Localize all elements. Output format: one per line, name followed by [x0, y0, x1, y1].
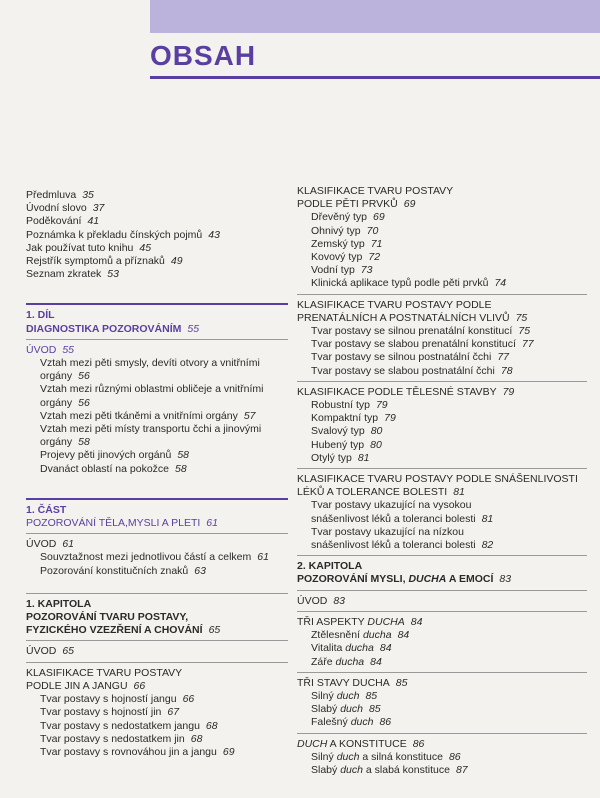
toc-entry[interactable]: Slabý duch a slabá konstituce 87 — [311, 763, 468, 776]
section-heading[interactable]: DUCH A KONSTITUCE 86 — [297, 737, 425, 750]
toc-entry[interactable]: Dvanáct oblastí na pokožce 58 — [40, 462, 187, 475]
toc-entry[interactable]: Tvar postavy s nedostatkem jangu 68 — [40, 719, 218, 732]
toc-entry[interactable]: Tvar postavy s hojností jin 67 — [40, 706, 180, 719]
sec-tri-aspekty — [297, 616, 587, 669]
section-divider — [26, 533, 288, 534]
toc-entry[interactable]: Vztah mezi různými oblastmi obličeje a vnitřními orgány 56 — [40, 383, 264, 409]
sec-duch-konstituce — [297, 738, 587, 778]
toc-right-column — [297, 185, 587, 777]
section-rule — [26, 498, 288, 500]
section-heading[interactable]: TŘI STAVY DUCHA 85 — [297, 676, 408, 689]
toc-entry[interactable]: Dřevěný typ 69 — [311, 211, 385, 224]
toc-entry[interactable]: Tvar postavy s rovnováhou jin a jangu 69 — [40, 745, 235, 758]
section-divider — [297, 590, 587, 591]
chapter-title[interactable]: POZOROVÁNÍ TVARU POSTAVY, FYZICKÉHO VZEZŘENÍ A CHOVÁNÍ 65 — [26, 611, 221, 637]
section-divider — [26, 640, 288, 641]
section-divider — [297, 672, 587, 673]
toc-entry[interactable]: Poznámka k překladu čínských pojmů 43 — [26, 228, 220, 241]
toc-entry[interactable]: Ztělesnění ducha 84 — [311, 629, 410, 642]
toc-entry[interactable]: Úvodní slovo 37 — [26, 202, 105, 215]
toc-entry-uvod[interactable]: ÚVOD 83 — [297, 594, 346, 607]
part-title[interactable]: DIAGNOSTIKA POZOROVÁNÍM 55 — [26, 322, 200, 335]
sec-tri-stavy — [297, 677, 587, 730]
toc-entry[interactable]: Vodní typ 73 — [311, 264, 373, 277]
toc-entry[interactable]: Tvar postavy se silnou postnatální čchi 77 — [311, 351, 510, 364]
toc-entry[interactable]: Silný duch 85 — [311, 689, 378, 702]
toc-entry[interactable]: Vztah mezi pěti místy transportu čchi a jinovými orgány 58 — [40, 423, 262, 449]
part1-section — [26, 303, 288, 475]
toc-entry[interactable]: Kompaktní typ 79 — [311, 412, 396, 425]
page-title: OBSAH — [150, 40, 257, 71]
section-divider — [26, 593, 288, 594]
section-heading[interactable]: KLASIFIKACE TVARU POSTAVY PODLE SNÁŠENLIVOSTI LÉKŮ A TOLERANCE BOLESTI 81 — [297, 473, 578, 499]
toc-entry[interactable]: Tvar postavy s nedostatkem jin 68 — [40, 732, 203, 745]
chapter-label: 1. KAPITOLA — [26, 597, 92, 610]
part-label: 1. ČÁST — [26, 503, 67, 516]
toc-entry[interactable]: Vztah mezi pěti smysly, devíti otvory a vnitřními orgány 56 — [40, 357, 260, 383]
toc-entry[interactable]: Otylý typ 81 — [311, 451, 370, 464]
toc-entry[interactable]: Tvar postavy se slabou postnatální čchi 78 — [311, 364, 513, 377]
part-label: 1. DÍL — [26, 309, 55, 322]
cast1-section — [26, 498, 288, 578]
toc-entry[interactable]: Vitalita ducha 84 — [311, 642, 392, 655]
front-matter — [26, 189, 288, 281]
toc-entry[interactable]: Tvar postavy se slabou prenatální konstitucí 77 — [311, 338, 534, 351]
sec-stavba — [297, 386, 587, 465]
toc-entry-uvod[interactable]: ÚVOD 65 — [26, 645, 75, 658]
toc-entry[interactable]: Falešný duch 86 — [311, 716, 392, 729]
toc-entry[interactable]: Hubený typ 80 — [311, 438, 382, 451]
toc-entry[interactable]: Rejstřík symptomů a příznaků 49 — [26, 255, 183, 268]
title-rule — [150, 76, 600, 79]
toc-left-column — [26, 189, 288, 759]
kap2-section — [297, 560, 587, 608]
toc-entry[interactable]: Seznam zkratek 53 — [26, 268, 119, 281]
sec-konstituce — [297, 299, 587, 378]
toc-entry-uvod[interactable]: ÚVOD 55 — [26, 343, 75, 356]
toc-entry[interactable]: Silný duch a silná konstituce 86 — [311, 750, 461, 763]
toc-entry[interactable]: Svalový typ 80 — [311, 425, 383, 438]
section-heading[interactable]: KLASIFIKACE TVARU POSTAVY PODLE PĚTI PRVKŮ 69 — [297, 185, 453, 211]
toc-entry[interactable]: Tvar postavy s hojností jangu 66 — [40, 693, 195, 706]
toc-entry[interactable]: Jak používat tuto knihu 45 — [26, 241, 152, 254]
toc-entry[interactable]: Robustní typ 79 — [311, 399, 388, 412]
toc-entry[interactable]: Zemský typ 71 — [311, 237, 383, 250]
sec-pet-prvku — [297, 185, 587, 291]
toc-entry[interactable]: Ohnivý typ 70 — [311, 224, 379, 237]
section-heading[interactable]: KLASIFIKACE TVARU POSTAVY PODLE PRENATÁLNÍCH A POSTNATÁLNÍCH VLIVŮ 75 — [297, 298, 528, 324]
toc-entry[interactable]: Poděkování 41 — [26, 215, 100, 228]
toc-entry[interactable]: Pozorování konstitučních znaků 63 — [40, 564, 206, 577]
toc-entry[interactable]: Klinická aplikace typů podle pěti prvků 74 — [311, 277, 507, 290]
part-title[interactable]: POZOROVÁNÍ TĚLA,MYSLI A PLETI 61 — [26, 517, 218, 530]
section-heading[interactable]: KLASIFIKACE TVARU POSTAVY PODLE JIN A JANGU 66 — [26, 666, 182, 692]
section-heading[interactable]: TŘI ASPEKTY DUCHA 84 — [297, 615, 423, 628]
chapter-title[interactable]: POZOROVÁNÍ MYSLI, DUCHA A EMOCÍ 83 — [297, 573, 512, 586]
toc-entry[interactable]: Vztah mezi pěti tkáněmi a vnitřními orgány 57 — [40, 409, 256, 422]
section-divider — [26, 662, 288, 663]
section-divider — [297, 381, 587, 382]
section-heading[interactable]: KLASIFIKACE PODLE TĚLESNÉ STAVBY 79 — [297, 385, 515, 398]
section-divider — [26, 339, 288, 340]
header-band — [150, 0, 600, 33]
section-rule — [26, 303, 288, 305]
section-divider — [297, 468, 587, 469]
section-divider — [297, 555, 587, 556]
kap1-section — [26, 593, 288, 759]
section-divider — [297, 294, 587, 295]
toc-entry[interactable]: Projevy pěti jinových orgánů 58 — [40, 449, 190, 462]
toc-entry[interactable]: Tvar postavy se silnou prenatální konstitucí 75 — [311, 325, 531, 338]
section-divider — [297, 611, 587, 612]
toc-entry[interactable]: Tvar postavy ukazující na vysokou snášenlivost léků a toleranci bolesti 81 — [311, 499, 494, 525]
toc-entry[interactable]: Slabý duch 85 — [311, 703, 381, 716]
sec-bolest — [297, 473, 587, 552]
toc-entry[interactable]: Tvar postavy ukazující na nízkou snášenlivost léků a toleranci bolesti 82 — [311, 525, 494, 552]
toc-entry[interactable]: Souvztažnost mezi jednotlivou částí a celkem 61 — [40, 551, 269, 564]
toc-entry[interactable]: Kovový typ 72 — [311, 251, 381, 264]
chapter-label: 2. KAPITOLA — [297, 560, 363, 573]
section-divider — [297, 733, 587, 734]
toc-entry[interactable]: Záře ducha 84 — [311, 655, 382, 668]
toc-entry-uvod[interactable]: ÚVOD 61 — [26, 538, 75, 551]
toc-entry[interactable]: Předmluva 35 — [26, 189, 94, 201]
